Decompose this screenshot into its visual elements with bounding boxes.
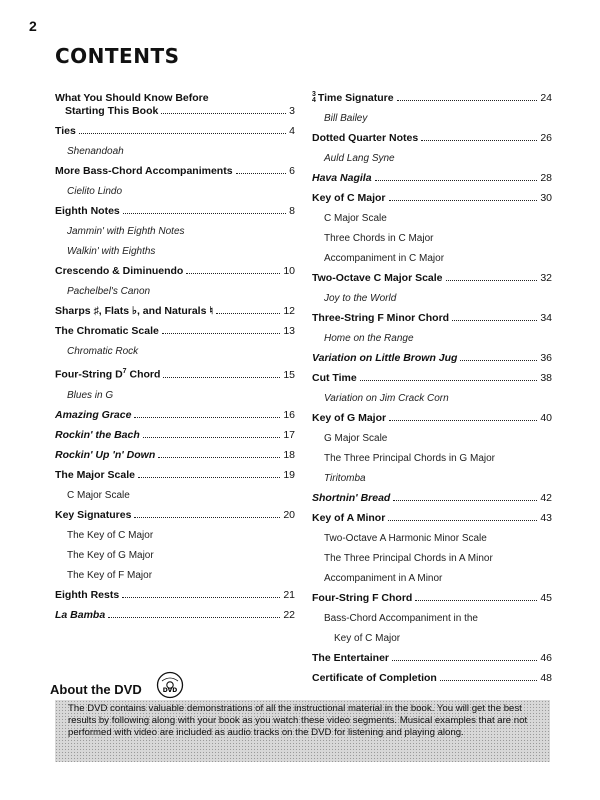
toc-entry-label-suffix: Chord (126, 368, 161, 381)
toc-entry-label: Key of C Major (312, 192, 386, 204)
toc-entry (55, 469, 295, 482)
toc-entry-label: Hava Nagila (312, 172, 372, 184)
chord-superscript: 7 (122, 368, 127, 375)
toc-page-number: 48 (540, 672, 552, 684)
toc-subentry: Cielito Lindo (67, 186, 123, 197)
toc-entry-label: Cut Time (312, 372, 357, 384)
toc-subentry: Jammin' with Eighth Notes (67, 226, 185, 237)
toc-entry-label: More Bass-Chord Accompaniments (55, 165, 233, 177)
toc-entry (312, 172, 552, 185)
dot-leader (460, 360, 537, 361)
toc-entry-label-group (312, 652, 389, 665)
toc-entry-label: Two-Octave C Major Scale (312, 272, 443, 284)
toc-subentry: The Three Principal Chords in G Major (324, 453, 495, 464)
toc-subentry: Accompaniment in A Minor (324, 573, 443, 584)
dvd-disc-icon (156, 671, 184, 699)
toc-subentry: Two-Octave A Harmonic Minor Scale (324, 533, 487, 544)
toc-subentry: Pachelbel's Canon (67, 286, 151, 297)
toc-page-number: 45 (540, 592, 552, 604)
toc-entry-label: Time Signature (317, 92, 394, 104)
toc-entry (55, 589, 295, 602)
toc-subentry: Accompaniment in C Major (324, 253, 445, 264)
dot-leader (446, 280, 538, 281)
dot-leader (389, 420, 537, 421)
toc-page-number: 26 (540, 132, 552, 144)
toc-entry-label-group (55, 589, 119, 602)
toc-entry-label-group (55, 205, 120, 218)
toc-entry (312, 652, 552, 665)
toc-entry (312, 312, 552, 325)
toc-entry-label-group (312, 512, 385, 525)
toc-entry (55, 409, 295, 422)
toc-entry-label: The Entertainer (312, 652, 390, 664)
toc-page-number: 16 (283, 408, 295, 421)
toc-entry-label-group (312, 592, 412, 605)
toc-entry-label-group (55, 325, 159, 338)
dot-leader (138, 477, 280, 478)
toc-entry-label-group (312, 312, 449, 325)
toc-entry (55, 365, 295, 382)
toc-entry-label-group (312, 352, 457, 365)
toc-page-number: 24 (540, 92, 552, 104)
dvd-description: The DVD contains valuable demonstrations of all the instructional material in the book. You will get the best results by following along with your book as you watch these video segments. Musical examples that are not performed with video are included as audio tracks on the DVD for listening and playing along. (68, 703, 528, 739)
page-title: CONTENTS (55, 44, 180, 68)
toc-entry-label-group (55, 365, 160, 382)
page-number: 2 (29, 18, 37, 34)
toc-entry-label-group (312, 192, 386, 205)
toc-entry-label-group (55, 265, 183, 278)
toc-page-number: 10 (283, 265, 295, 277)
dot-leader (134, 517, 280, 518)
toc-subentry: The Three Principal Chords in A Minor (324, 553, 493, 564)
toc-entry (55, 125, 295, 138)
toc-page-number: 8 (289, 205, 295, 217)
dot-leader (143, 437, 281, 438)
toc-entry-label: Key Signatures (55, 508, 132, 521)
toc-subentry: Auld Lang Syne (324, 153, 395, 164)
dot-leader (216, 313, 280, 314)
toc-entry-label-group (312, 132, 418, 145)
toc-entry-label: What You Should Know Before (55, 92, 209, 104)
toc-entry-label: Starting This Book (65, 105, 159, 117)
toc-entry-label-group (312, 172, 372, 185)
toc-entry-label-group (55, 509, 131, 522)
toc-page-number: 32 (540, 272, 552, 284)
toc-subentry: Home on the Range (324, 333, 414, 344)
toc-entry-label: Three-String F Minor Chord (312, 312, 450, 324)
dot-leader (389, 200, 538, 201)
toc-subentry: Tiritomba (324, 473, 366, 484)
dot-leader (122, 597, 280, 598)
toc-entry (312, 672, 552, 685)
toc-entry-label-group (55, 305, 213, 318)
dot-leader (388, 520, 537, 521)
toc-subentry: Bass-Chord Accompaniment in the (324, 613, 478, 624)
dot-leader (134, 417, 280, 418)
toc-subentry: Shenandoah (67, 146, 124, 157)
toc-page-number: 18 (283, 448, 295, 461)
toc-entry-label: Eighth Notes (55, 205, 120, 217)
toc-entry (312, 132, 552, 145)
toc-subentry: C Major Scale (67, 489, 130, 501)
toc-entry (312, 492, 552, 505)
toc-subentry: Variation on Jim Crack Corn (324, 393, 449, 404)
toc-page-number: 46 (540, 652, 552, 664)
toc-entry-label-group (312, 492, 390, 505)
toc-subentry: G Major Scale (324, 433, 388, 444)
toc-entry-label: Rockin' Up 'n' Down (55, 448, 156, 461)
toc-page-number: 21 (283, 588, 295, 601)
time-signature-bottom: 4 (312, 97, 316, 105)
toc-entry (312, 592, 552, 605)
toc-subentry: Blues in G (67, 389, 114, 401)
toc-entry-label-group (55, 469, 135, 482)
svg-text:DVD: DVD (162, 687, 178, 694)
toc-left-column (55, 92, 295, 629)
time-signature-top: 3 (312, 91, 316, 99)
dot-leader (161, 113, 286, 114)
dot-leader (79, 133, 286, 134)
toc-page-number: 15 (283, 368, 295, 381)
toc-entry (312, 352, 552, 365)
toc-entry-label: Certificate of Completion (312, 672, 437, 684)
toc-entry-label: Rockin' the Bach (55, 428, 140, 441)
toc-entry-label: The Major Scale (55, 468, 135, 481)
toc-entry (55, 205, 295, 218)
toc-entry-label: Eighth Rests (55, 588, 120, 601)
dot-leader (236, 173, 287, 174)
toc-page-number: 42 (540, 492, 552, 504)
toc-page-number: 40 (540, 412, 552, 424)
toc-entry-label: Ties (55, 125, 76, 137)
dot-leader (397, 100, 538, 101)
toc-entry (55, 92, 295, 118)
dot-leader (415, 600, 537, 601)
dot-leader (440, 680, 537, 681)
toc-subentry: C Major Scale (324, 213, 387, 224)
toc-subentry: The Key of F Major (67, 569, 153, 581)
toc-entry (312, 192, 552, 205)
dot-leader (375, 180, 538, 181)
time-signature-icon (312, 92, 316, 104)
toc-entry-label: Sharps ♯, Flats ♭, and Naturals ♮ (55, 305, 214, 317)
toc-entry-label: Crescendo & Diminuendo (55, 265, 184, 277)
toc-entry (312, 512, 552, 525)
dvd-heading: About the DVD (50, 682, 142, 697)
toc-page-number: 20 (283, 508, 295, 521)
toc-entry (55, 509, 295, 522)
toc-entry (55, 325, 295, 338)
toc-entry-label: The Chromatic Scale (55, 325, 159, 337)
toc-page-number: 34 (540, 312, 552, 324)
toc-entry-label: Key of A Minor (312, 512, 386, 524)
toc-page-number: 22 (283, 608, 295, 621)
toc-entry (55, 165, 295, 178)
dot-leader (452, 320, 537, 321)
toc-page-number: 12 (283, 305, 295, 317)
toc-entry-label-group (312, 372, 357, 385)
dot-leader (186, 273, 280, 274)
toc-page-number: 17 (283, 428, 295, 441)
toc-entry (55, 265, 295, 278)
toc-entry-label-group (312, 672, 437, 685)
toc-page-number: 3 (289, 105, 295, 117)
toc-subentry: The Key of C Major (67, 529, 154, 541)
toc-subentry: Key of C Major (334, 633, 401, 644)
toc-entry (312, 372, 552, 385)
toc-entry-label: La Bamba (55, 608, 106, 621)
toc-entry (55, 429, 295, 442)
toc-entry-label-group (312, 92, 394, 105)
toc-page-number: 36 (540, 352, 552, 364)
toc-subentry: Chromatic Rock (67, 346, 139, 357)
toc-subentry: Joy to the World (324, 293, 397, 304)
toc-entry-label-group (55, 609, 105, 622)
toc-entry-label-group (312, 272, 443, 285)
toc-entry-label: Shortnin' Bread (312, 492, 391, 504)
toc-entry-label-group (55, 409, 131, 422)
toc-subentry: Walkin' with Eighths (67, 246, 156, 257)
toc-entry-label: Four-String D (55, 368, 123, 381)
toc-entry-label: Four-String F Chord (312, 592, 413, 604)
toc-subentry: The Key of G Major (67, 549, 154, 561)
dot-leader (123, 213, 286, 214)
toc-page-number: 30 (540, 192, 552, 204)
toc-page-number: 38 (540, 372, 552, 384)
toc-subentry: Three Chords in C Major (324, 233, 434, 244)
dot-leader (162, 333, 280, 334)
toc-entry-label: Variation on Little Brown Jug (312, 352, 458, 364)
dot-leader (158, 457, 280, 458)
toc-entry (312, 412, 552, 425)
toc-entry (312, 92, 552, 105)
toc-entry (55, 449, 295, 462)
toc-page-number: 28 (540, 172, 552, 184)
toc-right-column (312, 92, 552, 692)
dot-leader (421, 140, 537, 141)
toc-entry-label-group (312, 412, 386, 425)
toc-page-number: 6 (289, 165, 295, 177)
toc-entry (312, 272, 552, 285)
toc-page-number: 43 (540, 512, 552, 524)
dot-leader (108, 617, 280, 618)
toc-entry-label: Key of G Major (312, 412, 387, 424)
toc-entry-label-group (55, 165, 233, 178)
dot-leader (163, 377, 280, 378)
toc-entry (55, 609, 295, 622)
toc-entry-label: Dotted Quarter Notes (312, 132, 419, 144)
toc-entry (55, 305, 295, 318)
toc-entry-label: Amazing Grace (55, 408, 132, 421)
toc-page-number: 13 (283, 325, 295, 337)
toc-subentry: Bill Bailey (324, 113, 368, 124)
dot-leader (360, 380, 538, 381)
toc-page-number: 19 (283, 468, 295, 481)
toc-entry-label-group (55, 429, 140, 442)
toc-entry-label-group (55, 449, 155, 462)
toc-entry-label-group (55, 125, 76, 138)
toc-page-number: 4 (289, 125, 295, 137)
dot-leader (392, 660, 537, 661)
dot-leader (393, 500, 537, 501)
